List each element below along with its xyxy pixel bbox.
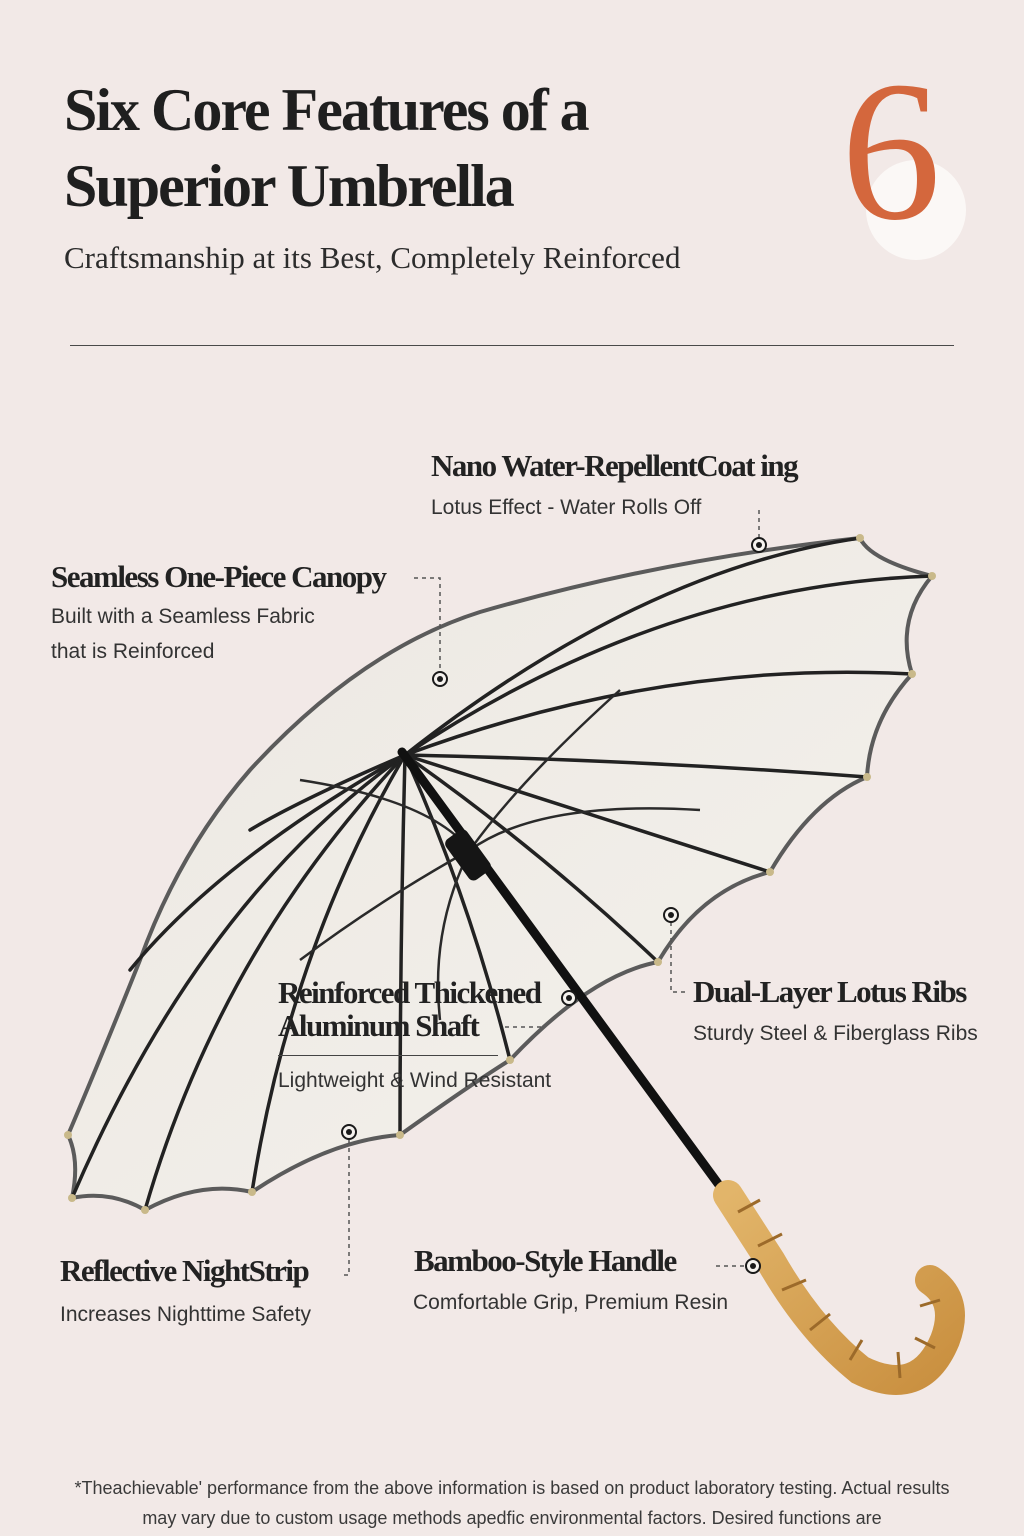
feature-desc-ribs: Sturdy Steel & Fiberglass Ribs bbox=[693, 1022, 978, 1045]
feature-desc-shaft: Lightweight & Wind Resistant bbox=[278, 1069, 552, 1092]
feature-desc-handle: Comfortable Grip, Premium Resin bbox=[413, 1291, 729, 1314]
bamboo-handle bbox=[728, 1195, 950, 1380]
feature-desc-reflective: Increases Nighttime Safety bbox=[60, 1303, 311, 1326]
feature-title-canopy: Seamless One-Piece Canopy bbox=[51, 559, 386, 594]
shaft-title-underline bbox=[278, 1055, 498, 1056]
page-title: Six Core Features of a Superior Umbrella bbox=[64, 77, 588, 219]
feature-count-numeral: 6 bbox=[841, 41, 941, 262]
feature-title-handle: Bamboo-Style Handle bbox=[414, 1243, 676, 1278]
feature-title-shaft: Reinforced Thickened Aluminum Shaft bbox=[278, 975, 541, 1043]
feature-title-reflective: Reflective NightStrip bbox=[60, 1253, 309, 1288]
header-divider bbox=[70, 345, 954, 346]
disclaimer-footnote: *Theachievable' performance from the above information is based on product laboratory testing. Actual results may vary due to custom usage methods apedfic environmental factors. Desired functions are bbox=[74, 1478, 950, 1528]
feature-desc-coating: Lotus Effect - Water Rolls Off bbox=[431, 496, 702, 519]
feature-title-coating: Nano Water-RepellentCoat ing bbox=[431, 448, 798, 483]
page-subtitle: Craftsmanship at its Best, Completely Reinforced bbox=[64, 240, 681, 275]
feature-title-ribs: Dual-Layer Lotus Ribs bbox=[693, 974, 966, 1009]
feature-desc-canopy: Built with a Seamless Fabric that is Reinforced bbox=[51, 605, 315, 663]
